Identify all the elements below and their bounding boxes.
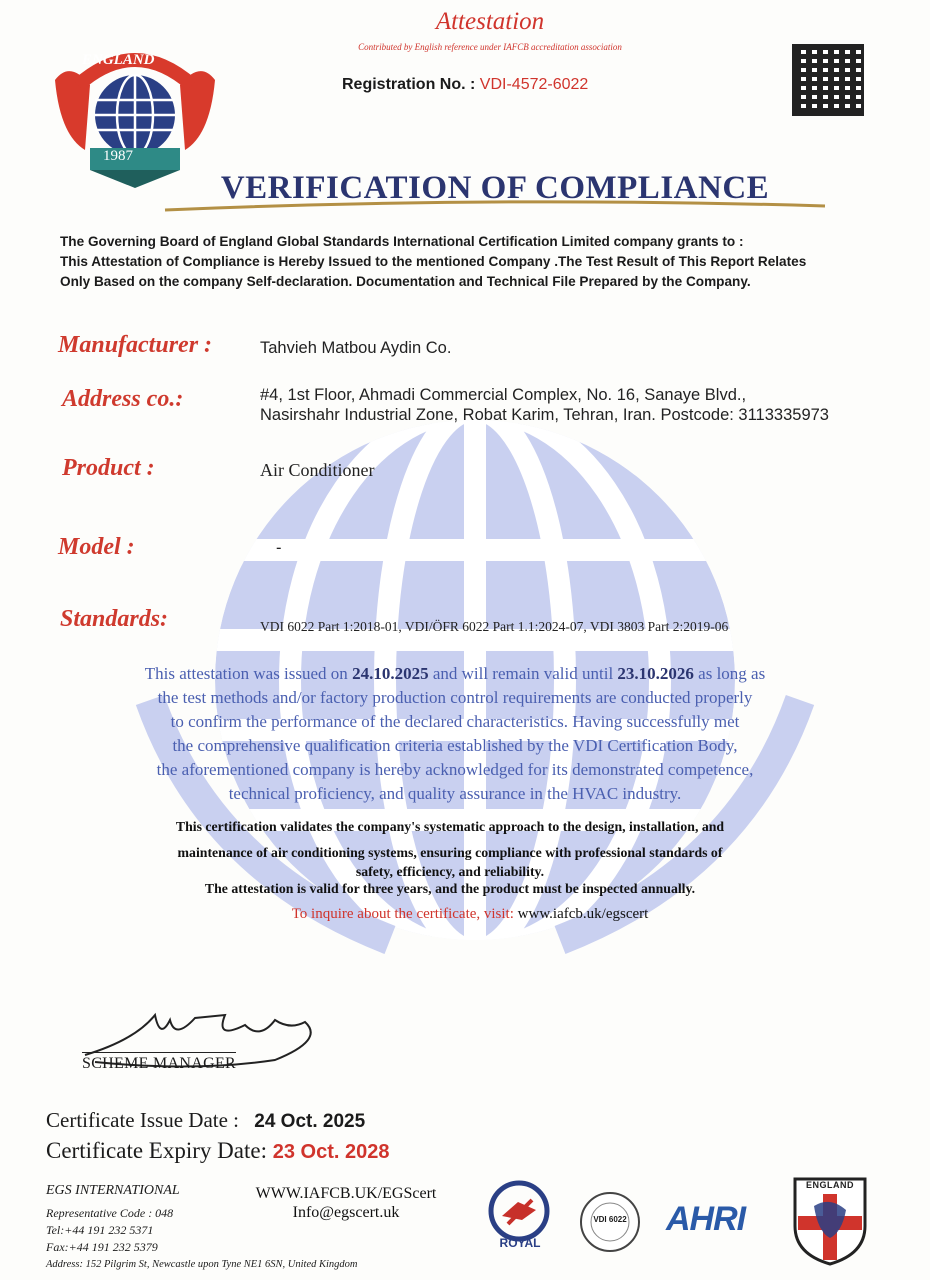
standards-value: VDI 6022 Part 1:2018-01, VDI/ÖFR 6022 Part 1.1:2024-07, VDI 3803 Part 2:2019-06 [260,619,729,634]
intro-line-1: The Governing Board of England Global Standards International Certification Limited company grants to : [60,234,744,249]
intro-paragraph [60,232,900,292]
main-title: VERIFICATION OF COMPLIANCE [220,170,770,206]
product-label: Product : [62,455,155,481]
issue-date-label: Certificate Issue Date : [46,1108,239,1132]
ahri-logo: AHRI [666,1200,746,1238]
issue-date-row [46,1108,365,1133]
expiry-date-value: 23 Oct. 2028 [272,1141,390,1163]
validity-line-2: the test methods and/or factory production control requirements are conducted properly [157,688,753,707]
expiry-date-label: Certificate Expiry Date: [46,1138,267,1163]
address-line-2: Nasirshahr Industrial Zone, Robat Karim, Tehran, Iran. Postcode: 3113335973 [260,406,829,424]
attestation-subtitle: Contributed by English reference under IAFCB accreditation association [358,42,622,52]
model-label: Model : [58,534,135,560]
footer-address: Address: 152 Pilgrim St, Newcastle upon Tyne NE1 6SN, United Kingdom [46,1259,358,1270]
footer-company: EGS INTERNATIONAL [46,1183,180,1198]
address-label: Address co.: [62,386,184,412]
footer-rep-code: Representative Code : 048 [46,1206,174,1220]
inquire-label: To inquire about the certificate, visit: [291,906,514,922]
logo-name-text: ENGLAND [82,52,155,68]
registration-number: VDI-4572-6022 [479,76,589,93]
product-value: Air Conditioner [260,460,375,480]
registration-row [342,76,588,94]
logo-year-text: 1987 [103,148,133,164]
intro-line-3: Only Based on the company Self-declaration. Documentation and Technical File Prepared by the Company. [60,274,751,289]
royal-label: ROYAL [499,1236,541,1250]
validity-line-6: technical proficiency, and quality assurance in the HVAC industry. [228,784,682,803]
inquire-row [80,906,860,923]
hygiene-badge-text: VDI 6022 [593,1215,627,1224]
expiry-date-row [46,1138,389,1164]
issue-date-value: 24 Oct. 2025 [254,1111,366,1132]
validity-paragraph [60,662,850,806]
validity-line-5: the aforementioned company is hereby acknowledged for its demonstrated competence, [156,760,754,779]
scheme-manager-label: SCHEME MANAGER [82,1052,236,1073]
manufacturer-label: Manufacturer : [58,332,213,358]
footer-email-link[interactable]: Info@egscert.uk [292,1204,400,1221]
scope-line-4: The attestation is valid for three years, and the product must be inspected annually. [204,881,696,896]
scope-line-2: maintenance of air conditioning systems, ensuring compliance with professional standards of [177,845,723,860]
address-line-1: #4, 1st Floor, Ahmadi Commercial Complex, No. 16, Sanaye Blvd., [260,386,747,404]
inquire-link[interactable]: www.iafcb.uk/egscert [517,906,649,922]
intro-line-2: This Attestation of Compliance is Hereby Issued to the mentioned Company .The Test Result of This Report Relates [60,254,807,269]
qr-code-icon[interactable] [792,44,864,116]
valid-until-date: 23.10.2026 [617,664,694,683]
address-value [260,385,829,425]
scope-line-1: This certification validates the company's systematic approach to the design, installation, and [175,819,725,834]
england-shield-label: ENGLAND [806,1180,854,1190]
model-value: - [276,539,282,557]
validity-line-1: This attestation was issued on 24.10.2025 and will remain valid until 23.10.2026 as long as [144,664,766,683]
footer-website-link[interactable]: WWW.IAFCB.UK/EGScert [255,1185,437,1202]
standards-label: Standards: [60,606,169,632]
scope-paragraph [80,816,820,898]
footer-web [236,1184,456,1222]
attestation-title: Attestation [435,8,545,35]
registration-label: Registration No. : [342,76,476,93]
footer-tel: Tel:+44 191 232 5371 [46,1223,154,1237]
scope-line-3: safety, efficiency, and reliability. [355,864,545,879]
manufacturer-value: Tahvieh Matbou Aydin Co. [260,339,452,357]
royal-logo-icon [488,1180,550,1242]
title-underline-icon [160,196,830,216]
issued-date: 24.10.2025 [352,664,429,683]
footer-fax: Fax:+44 191 232 5379 [46,1240,158,1254]
validity-line-3: to confirm the performance of the declared characteristics. Having successfully met [170,712,740,731]
validity-line-4: the comprehensive qualification criteria established by the VDI Certification Body, [172,736,738,755]
